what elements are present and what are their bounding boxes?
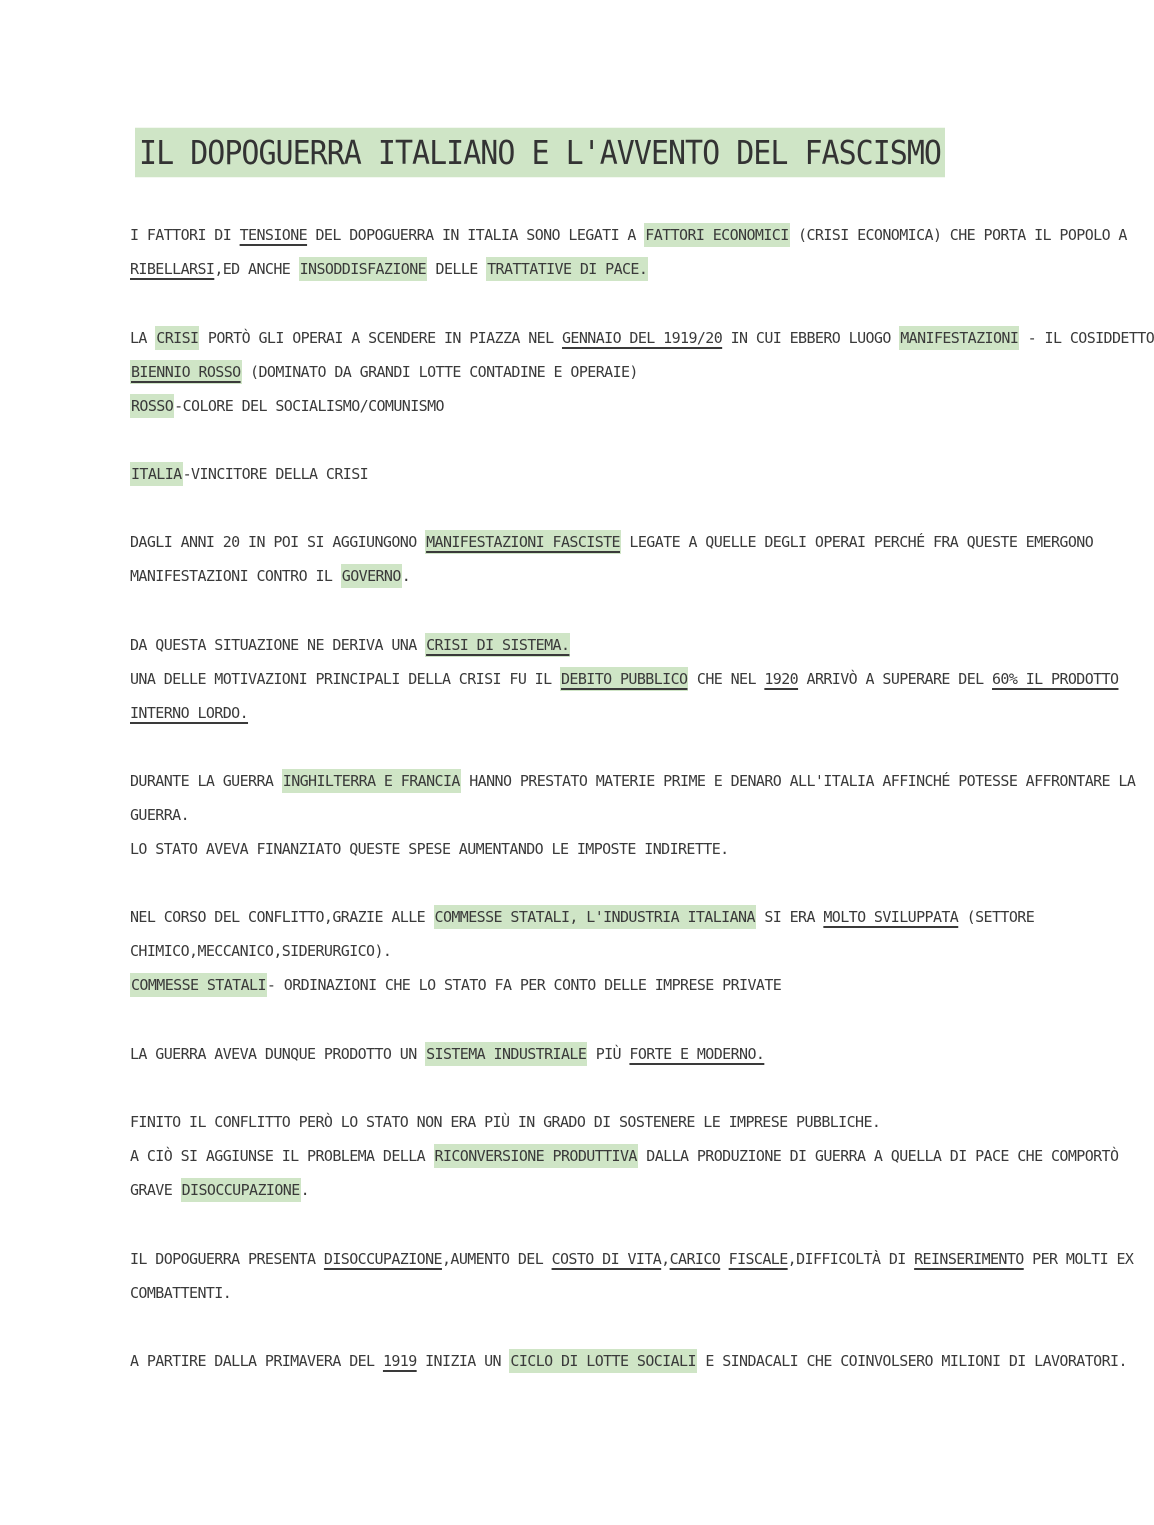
paragraph (130, 525, 1094, 593)
text-segment: -COLORE DEL SOCIALISMO/COMUNISMO (174, 397, 444, 415)
text-segment: HANNO PRESTATO MATERIE PRIME E DENARO ALL'ITALIA AFFINCHÉ POTESSE AFFRONTARE LA (460, 772, 1136, 790)
text-segment: (DOMINATO DA GRANDI LOTTE CONTADINE E OPERAIE) (241, 363, 638, 381)
paragraph (130, 1344, 1127, 1378)
highlighted-term: RICONVERSIONE PRODUTTIVA (434, 1144, 638, 1168)
text-segment: DELLE (427, 260, 487, 278)
paragraph (130, 1105, 1119, 1207)
underlined-term: 1919 (382, 1352, 417, 1370)
underlined-term: GENNAIO DEL 1919/20 (561, 329, 723, 347)
text-line (130, 355, 960, 389)
text-segment: NEL CORSO DEL CONFLITTO,GRAZIE ALLE (130, 908, 434, 926)
text-segment: UNA DELLE MOTIVAZIONI PRINCIPALI DELLA CRISI FU IL (130, 670, 560, 688)
text-line (130, 934, 960, 968)
highlighted-term: FATTORI ECONOMICI (644, 223, 789, 247)
text-segment: MANIFESTAZIONI CONTRO IL (130, 567, 341, 585)
text-segment: DURANTE LA GUERRA (130, 772, 282, 790)
text-segment: LO STATO AVEVA FINANZIATO QUESTE SPESE AUMENTANDO LE IMPOSTE INDIRETTE. (130, 840, 729, 858)
text-segment: DA QUESTA SITUAZIONE NE DERIVA UNA (130, 636, 426, 654)
underlined-term: TENSIONE (239, 226, 308, 244)
text-line (130, 968, 960, 1002)
text-segment (720, 1250, 728, 1268)
underlined-term: INTERNO LORDO. (130, 704, 249, 722)
text-segment: ,ED ANCHE (214, 260, 299, 278)
text-segment: . (401, 567, 411, 585)
underlined-term: FISCALE (728, 1250, 788, 1268)
text-line (130, 900, 1035, 934)
text-segment: -VINCITORE DELLA CRISI (182, 465, 369, 483)
text-segment: SI ERA (755, 908, 824, 926)
text-segment: ARRIVÒ A SUPERARE DEL (798, 670, 992, 688)
text-line (130, 525, 1094, 559)
paragraph (130, 628, 1119, 730)
text-segment: DEL DOPOGUERRA IN ITALIA SONO LEGATI A (307, 226, 645, 244)
text-line (130, 1105, 960, 1139)
text-segment: LEGATE A QUELLE DEGLI OPERAI PERCHÉ FRA QUESTE EMERGONO (621, 533, 1094, 551)
text-segment: GRAVE (130, 1181, 181, 1199)
paragraph (130, 321, 1154, 423)
text-segment: E SINDACALI CHE COINVOLSERO MILIONI DI LAVORATORI. (696, 1352, 1127, 1370)
underlined-term: 1920 (764, 670, 799, 688)
text-line (130, 389, 960, 423)
text-line (130, 1173, 960, 1207)
text-segment: COMBATTENTI. (130, 1284, 232, 1302)
text-segment: (CRISI ECONOMICA) CHE PORTA IL POPOLO A (789, 226, 1127, 244)
text-segment: PIÙ (587, 1045, 630, 1063)
text-segment: DALLA PRODUZIONE DI GUERRA A QUELLA DI PACE CHE COMPORTÒ (637, 1147, 1119, 1165)
underlined-term: 60% IL PRODOTTO (992, 670, 1119, 688)
text-segment: ,AUMENTO DEL (441, 1250, 552, 1268)
title-container (0, 130, 1080, 175)
paragraph (130, 1037, 960, 1071)
text-line (130, 1037, 960, 1071)
underlined-term: CARICO (669, 1250, 721, 1268)
underlined-term: REINSERIMENTO (914, 1250, 1024, 1268)
highlighted-term: GOVERNO (341, 564, 402, 588)
text-segment: A CIÒ SI AGGIUNSE IL PROBLEMA DELLA (130, 1147, 434, 1165)
text-segment: A PARTIRE DALLA PRIMAVERA DEL (130, 1352, 383, 1370)
text-line (130, 1276, 960, 1310)
text-line (130, 1344, 1127, 1378)
text-line (130, 1242, 1134, 1276)
text-segment: PER MOLTI EX (1023, 1250, 1134, 1268)
highlighted-term: BIENNIO ROSSO (130, 360, 242, 384)
highlighted-term: COMMESSE STATALI, L'INDUSTRIA ITALIANA (434, 905, 756, 929)
text-line (130, 457, 960, 491)
text-segment: LA (130, 329, 156, 347)
text-line (130, 764, 1136, 798)
underlined-term: COSTO DI VITA (551, 1250, 662, 1268)
underlined-term: DISOCCUPAZIONE (323, 1250, 442, 1268)
text-line (130, 252, 960, 286)
text-segment: ,DIFFICOLTÀ DI (787, 1250, 915, 1268)
text-line (130, 628, 960, 662)
text-segment: I FATTORI DI (130, 226, 240, 244)
highlighted-term: INSODDISFAZIONE (299, 257, 427, 281)
paragraph (130, 1242, 1134, 1310)
underlined-term: RIBELLARSI (130, 260, 215, 278)
text-line (130, 832, 960, 866)
text-segment: LA GUERRA AVEVA DUNQUE PRODOTTO UN (130, 1045, 426, 1063)
underlined-term: FORTE E MODERNO. (629, 1045, 765, 1063)
text-segment: - IL COSIDDETTO (1019, 329, 1154, 347)
text-segment: CHE NEL (688, 670, 765, 688)
text-segment: PORTÒ GLI OPERAI A SCENDERE IN PIAZZA NEL (199, 329, 562, 347)
highlighted-term: CRISI DI SISTEMA. (425, 633, 570, 657)
highlighted-term: MANIFESTAZIONI (899, 326, 1019, 350)
highlighted-term: DISOCCUPAZIONE (181, 1178, 301, 1202)
text-segment: IN CUI EBBERO LUOGO (722, 329, 900, 347)
highlighted-term: ITALIA (130, 462, 183, 486)
paragraph (130, 218, 1127, 286)
text-segment: IL DOPOGUERRA PRESENTA (130, 1250, 324, 1268)
highlighted-term: INGHILTERRA E FRANCIA (282, 769, 461, 793)
highlighted-term: MANIFESTAZIONI FASCISTE (425, 530, 621, 554)
text-line (130, 662, 1119, 696)
paragraph (130, 457, 960, 491)
text-segment: . (300, 1181, 310, 1199)
highlighted-term: SISTEMA INDUSTRIALE (425, 1042, 587, 1066)
text-line (130, 218, 1127, 252)
text-line (130, 1139, 1119, 1173)
text-segment: INIZIA UN (416, 1352, 510, 1370)
text-segment: GUERRA. (130, 806, 190, 824)
highlighted-term: COMMESSE STATALI (130, 973, 267, 997)
text-line (130, 798, 960, 832)
text-line (130, 696, 960, 730)
highlighted-term: DEBITO PUBBLICO (560, 667, 688, 691)
text-segment: FINITO IL CONFLITTO PERÒ LO STATO NON ERA PIÙ IN GRADO DI SOSTENERE LE IMPRESE PUBBLICHE. (130, 1113, 881, 1131)
highlighted-term: CICLO DI LOTTE SOCIALI (509, 1349, 696, 1373)
text-line (130, 321, 1154, 355)
paragraph (130, 764, 1136, 866)
text-segment: , (661, 1250, 670, 1268)
page-title: IL DOPOGUERRA ITALIANO E L'AVVENTO DEL FASCISMO (135, 128, 945, 178)
paragraph (130, 900, 1035, 1002)
highlighted-term: CRISI (155, 326, 199, 350)
underlined-term: MOLTO SVILUPPATA (823, 908, 959, 926)
text-segment: (SETTORE (958, 908, 1035, 926)
highlighted-term: ROSSO (130, 394, 174, 418)
text-segment: CHIMICO,MECCANICO,SIDERURGICO). (130, 942, 392, 960)
text-segment: DAGLI ANNI 20 IN POI SI AGGIUNGONO (130, 533, 426, 551)
highlighted-term: TRATTATIVE DI PACE. (486, 257, 648, 281)
text-line (130, 559, 960, 593)
text-segment: - ORDINAZIONI CHE LO STATO FA PER CONTO DELLE IMPRESE PRIVATE (266, 976, 782, 994)
